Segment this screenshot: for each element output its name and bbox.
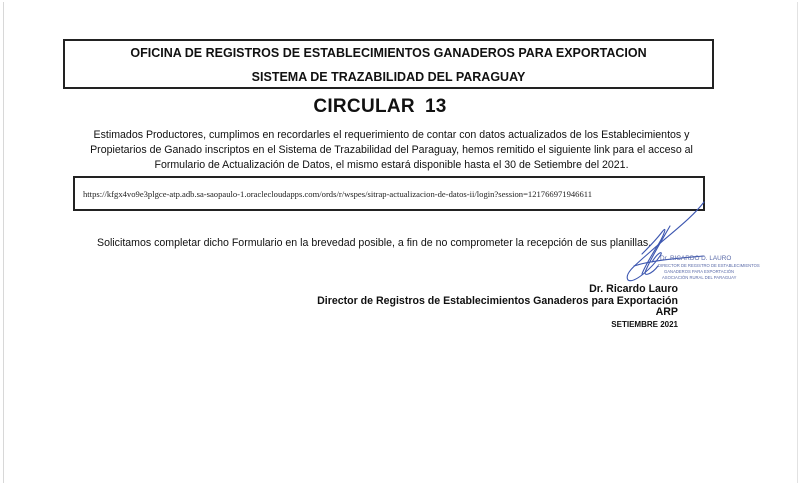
- header-office-title: OFICINA DE REGISTROS DE ESTABLECIMIENTOS GANADEROS PARA EXPORTACION: [130, 46, 647, 60]
- signature-block: [317, 284, 678, 330]
- body-line: Propietarios de Ganado inscriptos en el Sistema de Trazabilidad del Paraguay, hemos remitido el siguiente link para el acceso al: [90, 144, 693, 156]
- body-line: Estimados Productores, cumplimos en recordarles el requerimiento de contar con datos actualizados de los Establecimientos y: [93, 129, 690, 141]
- body-paragraph: [69, 128, 714, 173]
- svg-text:Dr. RICARDO D. LAURO: Dr. RICARDO D. LAURO: [660, 255, 732, 262]
- document-header: [63, 39, 714, 89]
- signature-stamp: [612, 196, 762, 296]
- link-box: [73, 176, 705, 211]
- update-form-link[interactable]: https://kfgx4vo9e3plgce-atp.adb.sa-saopaulo-1.oraclecloudapps.com/ords/r/wspes/sitrap-actualizacion-de-datos-ii/login?session=121766971946611: [83, 189, 593, 199]
- svg-text:DIRECTOR DE REGISTRO DE ESTABL: DIRECTOR DE REGISTRO DE ESTABLECIMIENTOS: [658, 263, 760, 268]
- stamp-text: [658, 255, 760, 280]
- document-date: SETIEMBRE 2021: [611, 319, 678, 329]
- circular-label: CIRCULAR: [313, 96, 415, 117]
- closing-request: Solicitamos completar dicho Formulario en la brevedad posible, a fin de no comprometer la recepción de sus planillas.: [97, 237, 652, 249]
- body-line: Formulario de Actualización de Datos, el mismo estará disponible hasta el 30 de Setiembre del 2021.: [154, 159, 629, 171]
- signatory-org: ARP: [655, 306, 678, 318]
- circular-title: [0, 96, 760, 118]
- circular-number: 13: [424, 96, 447, 117]
- header-system-title: SISTEMA DE TRAZABILIDAD DEL PARAGUAY: [251, 70, 526, 84]
- svg-text:ASOCIACIÓN RURAL DEL PARAGUAY: ASOCIACIÓN RURAL DEL PARAGUAY: [662, 275, 737, 280]
- signatory-title: Director de Registros de Establecimientos Ganaderos para Exportación: [317, 294, 678, 307]
- svg-text:GANADEROS PARA EXPORTACIÓN: GANADEROS PARA EXPORTACIÓN: [664, 269, 735, 274]
- signatory-name: Dr. Ricardo Lauro: [589, 283, 678, 295]
